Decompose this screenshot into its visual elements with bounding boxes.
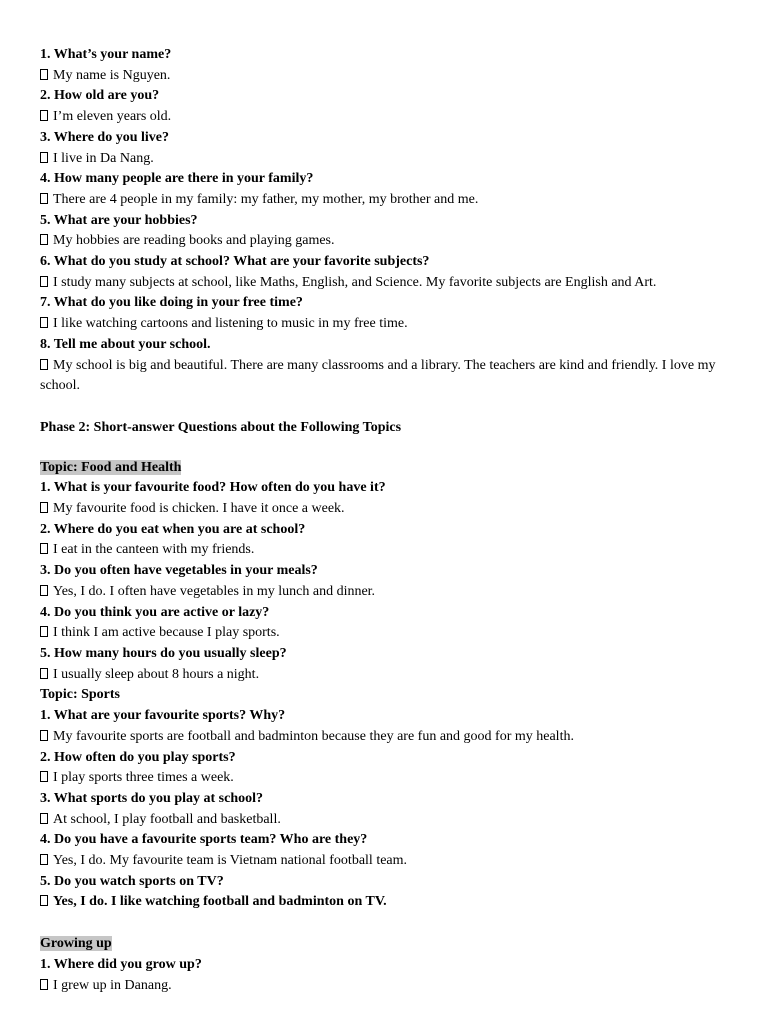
checkbox-icon bbox=[40, 543, 48, 554]
answer bbox=[40, 727, 730, 748]
question: 3. What sports do you play at school? bbox=[40, 790, 264, 806]
answer bbox=[40, 314, 730, 335]
checkbox-icon bbox=[40, 668, 48, 679]
answer bbox=[40, 582, 730, 603]
answer-text: My favourite food is chicken. I have it once a week. bbox=[53, 501, 345, 517]
answer-text: There are 4 people in my family: my father, my mother, my brother and me. bbox=[53, 191, 479, 207]
checkbox-icon bbox=[40, 110, 48, 121]
answer-text: My hobbies are reading books and playing games. bbox=[53, 233, 335, 249]
spacer bbox=[40, 397, 730, 418]
answer bbox=[40, 273, 730, 294]
question: 3. Do you often have vegetables in your meals? bbox=[40, 563, 318, 579]
answer-text: Yes, I do. My favourite team is Vietnam national football team. bbox=[53, 853, 408, 869]
question: 6. What do you study at school? What are your favorite subjects? bbox=[40, 254, 430, 270]
checkbox-icon bbox=[40, 502, 48, 513]
checkbox-icon bbox=[40, 359, 48, 370]
question: 5. What are your hobbies? bbox=[40, 212, 198, 228]
answer bbox=[40, 540, 730, 561]
answer-text: I live in Da Nang. bbox=[53, 150, 154, 166]
topic-heading bbox=[40, 934, 730, 955]
answer bbox=[40, 810, 730, 831]
answer-text: I play sports three times a week. bbox=[53, 770, 234, 786]
checkbox-icon bbox=[40, 895, 48, 906]
checkbox-icon bbox=[40, 152, 48, 163]
answer bbox=[40, 356, 730, 397]
answer-text: My favourite sports are football and badminton because they are fun and good for my health. bbox=[53, 728, 574, 744]
answer bbox=[40, 976, 730, 997]
phase-heading: Phase 2: Short-answer Questions about the Following Topics bbox=[40, 419, 402, 435]
answer-text: I usually sleep about 8 hours a night. bbox=[53, 666, 260, 682]
question: 4. How many people are there in your family? bbox=[40, 171, 314, 187]
topic-title: Topic: Food and Health bbox=[40, 459, 182, 475]
answer bbox=[40, 190, 730, 211]
checkbox-icon bbox=[40, 626, 48, 637]
answer-text: I’m eleven years old. bbox=[53, 109, 172, 125]
question: 1. Where did you grow up? bbox=[40, 956, 202, 972]
answer bbox=[40, 149, 730, 170]
topic-food-section bbox=[40, 458, 730, 686]
question: 4. Do you think you are active or lazy? bbox=[40, 604, 270, 620]
answer bbox=[40, 107, 730, 128]
checkbox-icon bbox=[40, 276, 48, 287]
spacer bbox=[40, 913, 730, 934]
question: 2. How often do you play sports? bbox=[40, 749, 236, 765]
answer-text: I like watching cartoons and listening to music in my free time. bbox=[53, 316, 408, 332]
question: 1. What’s your name? bbox=[40, 47, 172, 62]
question: 4. Do you have a favourite sports team? Who are they? bbox=[40, 832, 368, 848]
answer bbox=[40, 892, 730, 913]
answer bbox=[40, 231, 730, 252]
answer bbox=[40, 768, 730, 789]
checkbox-icon bbox=[40, 854, 48, 865]
answer-text: My name is Nguyen. bbox=[53, 67, 171, 83]
topic-heading: Topic: Sports bbox=[40, 687, 121, 703]
checkbox-icon bbox=[40, 193, 48, 204]
question: 2. Where do you eat when you are at school? bbox=[40, 521, 306, 537]
checkbox-icon bbox=[40, 730, 48, 741]
topic-heading bbox=[40, 458, 730, 479]
answer-text: I study many subjects at school, like Maths, English, and Science. My favorite subjects are English and Art. bbox=[53, 274, 657, 290]
question: 1. What are your favourite sports? Why? bbox=[40, 708, 286, 724]
checkbox-icon bbox=[40, 69, 48, 80]
question: 2. How old are you? bbox=[40, 88, 160, 104]
answer-text: At school, I play football and basketball. bbox=[53, 811, 281, 827]
question: 8. Tell me about your school. bbox=[40, 336, 211, 352]
document-page bbox=[40, 45, 730, 996]
checkbox-icon bbox=[40, 771, 48, 782]
intro-section bbox=[40, 45, 730, 397]
answer bbox=[40, 499, 730, 520]
answer bbox=[40, 851, 730, 872]
spacer bbox=[40, 439, 730, 458]
question: 3. Where do you live? bbox=[40, 129, 169, 145]
answer bbox=[40, 623, 730, 644]
checkbox-icon bbox=[40, 813, 48, 824]
checkbox-icon bbox=[40, 234, 48, 245]
question: 1. What is your favourite food? How often do you have it? bbox=[40, 480, 386, 496]
topic-sports-section bbox=[40, 685, 730, 913]
answer-text: I grew up in Danang. bbox=[53, 977, 172, 993]
question: 5. Do you watch sports on TV? bbox=[40, 873, 224, 889]
answer bbox=[40, 66, 730, 87]
answer-text: Yes, I do. I often have vegetables in my lunch and dinner. bbox=[53, 583, 376, 599]
checkbox-icon bbox=[40, 317, 48, 328]
topic-title: Growing up bbox=[40, 936, 112, 952]
question: 5. How many hours do you usually sleep? bbox=[40, 645, 287, 661]
checkbox-icon bbox=[40, 585, 48, 596]
answer-text: I think I am active because I play sports. bbox=[53, 625, 280, 641]
answer bbox=[40, 665, 730, 686]
answer-text: Yes, I do. I like watching football and badminton on TV. bbox=[53, 894, 387, 910]
question: 7. What do you like doing in your free time? bbox=[40, 295, 303, 311]
answer-text: My school is big and beautiful. There are many classrooms and a library. The teachers are kind and friendly. I love my school. bbox=[40, 357, 716, 394]
answer-text: I eat in the canteen with my friends. bbox=[53, 542, 255, 558]
checkbox-icon bbox=[40, 979, 48, 990]
topic-growing-section bbox=[40, 934, 730, 996]
